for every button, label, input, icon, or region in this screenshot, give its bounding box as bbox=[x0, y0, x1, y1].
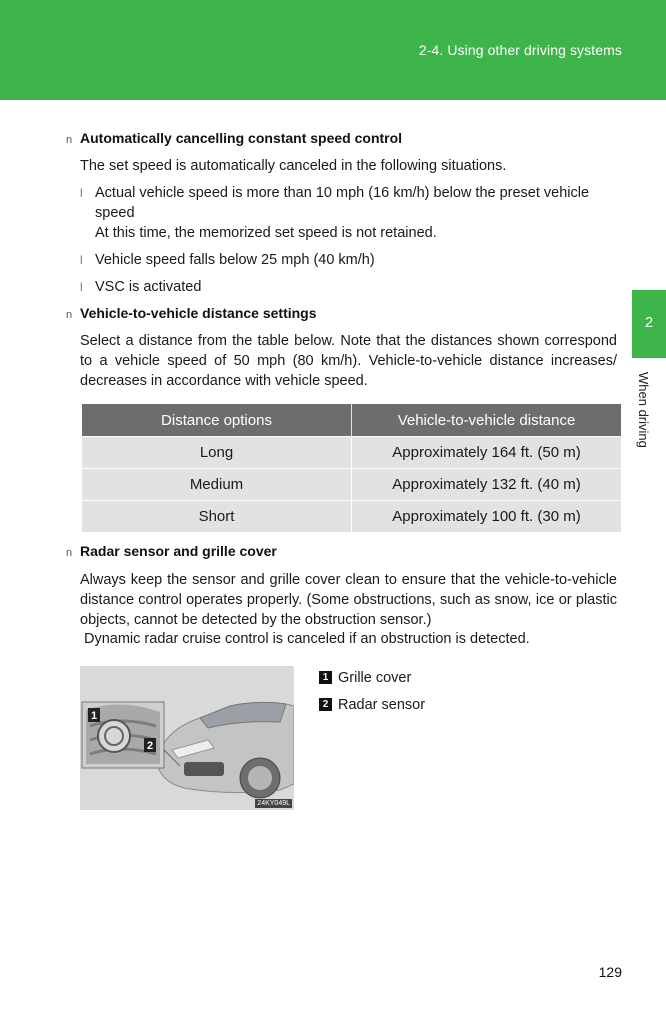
figure-callouts bbox=[319, 664, 425, 718]
radar-body: Always keep the sensor and grille cover clean to ensure that the vehicle-to-vehicle distance control operates properly. (Some obstructions, such as snow, ice or plastic objects, cannot be detected by the obstruction sensor.) bbox=[80, 572, 617, 628]
list-item bbox=[80, 250, 617, 270]
chapter-side-label: When driving bbox=[636, 372, 651, 448]
column-header: Vehicle-to-vehicle distance bbox=[352, 404, 622, 437]
bullet-marker: l bbox=[80, 186, 83, 200]
chapter-number: 2 bbox=[644, 314, 654, 331]
distance-table bbox=[82, 404, 621, 532]
list-item bbox=[80, 183, 617, 243]
table-header-row bbox=[82, 404, 621, 437]
chapter-tab bbox=[632, 290, 666, 358]
callout-label: Grille cover bbox=[338, 669, 412, 686]
bullet-marker: l bbox=[80, 253, 83, 267]
callout-radar-sensor bbox=[319, 691, 425, 718]
car-illustration-icon bbox=[80, 666, 294, 810]
table-row bbox=[82, 501, 621, 533]
heading-auto-cancel bbox=[66, 130, 402, 146]
section-title: 2-4. Using other driving systems bbox=[418, 42, 622, 58]
callout-number: 1 bbox=[319, 671, 332, 684]
heading-distance-settings bbox=[66, 305, 317, 321]
callout-grille-cover bbox=[319, 664, 425, 691]
auto-cancel-intro: The set speed is automatically canceled in the following situations. bbox=[80, 158, 507, 174]
callout-label: Radar sensor bbox=[338, 696, 426, 713]
page-number: 129 bbox=[598, 964, 622, 980]
table-cell: Approximately 164 ft. (50 m) bbox=[352, 437, 622, 469]
section-marker: n bbox=[66, 547, 73, 559]
distance-intro: Select a distance from the table below. Note that the distances shown correspond to a vehicle speed of 50 mph (80 km/h). Vehicle-to-vehicle distance increases/ decreases in accordance with vehicle speed. bbox=[80, 333, 617, 389]
chapter-header-bar bbox=[0, 0, 666, 100]
bullet-subtext: At this time, the memorized set speed is not retained. bbox=[95, 225, 437, 241]
bullet-marker: l bbox=[80, 280, 83, 294]
list-item bbox=[80, 277, 617, 297]
table-cell: Approximately 100 ft. (30 m) bbox=[352, 501, 622, 533]
table-cell: Medium bbox=[82, 469, 352, 501]
heading-radar-sensor bbox=[66, 543, 277, 559]
column-header: Distance options bbox=[82, 404, 352, 437]
section-marker: n bbox=[66, 309, 73, 321]
callout-number: 2 bbox=[319, 698, 332, 711]
radar-note: Dynamic radar cruise control is canceled if an obstruction is detected. bbox=[84, 631, 530, 647]
heading-text: Vehicle-to-vehicle distance settings bbox=[80, 305, 317, 321]
table-cell: Approximately 132 ft. (40 m) bbox=[352, 469, 622, 501]
table-row bbox=[82, 437, 621, 469]
heading-text: Automatically cancelling constant speed control bbox=[80, 130, 403, 146]
table-row bbox=[82, 469, 621, 501]
car-front-illustration bbox=[80, 666, 294, 810]
section-marker: n bbox=[66, 134, 73, 146]
heading-text: Radar sensor and grille cover bbox=[80, 543, 277, 559]
figure-code: 24KY049L bbox=[257, 800, 290, 807]
svg-text:1: 1 bbox=[90, 710, 98, 722]
table-cell: Long bbox=[82, 437, 352, 469]
bullet-text: Vehicle speed falls below 25 mph (40 km/h) bbox=[95, 252, 375, 268]
bullet-text: VSC is activated bbox=[95, 279, 202, 295]
bullet-text: Actual vehicle speed is more than 10 mph (16 km/h) below the preset vehicle speed bbox=[95, 185, 590, 221]
table-cell: Short bbox=[82, 501, 352, 533]
svg-text:2: 2 bbox=[146, 740, 154, 752]
